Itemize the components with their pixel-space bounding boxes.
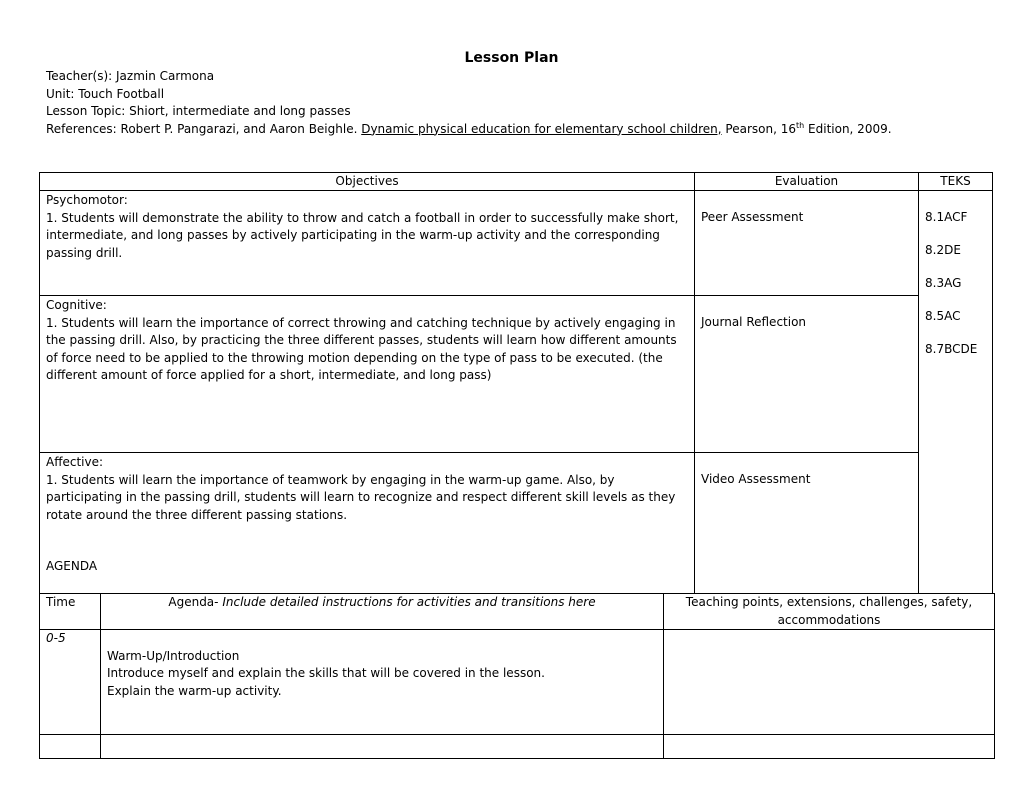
teks-item: 8.5AC [925,309,961,323]
agenda-column-header [101,594,664,630]
teaching-points-header-line: accommodations [777,612,881,627]
agenda-activity-line: Introduce myself and explain the skills that will be covered in the lesson. [107,666,545,680]
objective-text: 1. Students will demonstrate the ability to throw and catch a football in order to successfully make short, intermediate, and long passes by actively participating in the warm-up activity and the corresponding passing drill. [46,210,679,260]
objective-cell [40,296,695,453]
references-suffix: Edition, 2009. [808,121,892,136]
agenda-time-cell [40,734,101,758]
objective-domain: Cognitive: [46,298,107,312]
unit-line: Unit: Touch Football [46,86,165,101]
agenda-time-cell: 0-5 [40,630,101,735]
agenda-column-label: Agenda- [168,595,219,609]
agenda-table [39,593,995,759]
objectives-header-row [40,173,993,191]
agenda-header-row [40,594,995,630]
agenda-activity-title: Warm-Up/Introduction [107,648,240,663]
teks-item: 8.3AG [925,276,962,290]
evaluation-column-header: Evaluation [695,173,919,191]
objective-cell [40,191,695,296]
references-prefix: References: Robert P. Pangarazi, and Aaron Beighle. [46,121,358,136]
teaching-points-header-line: Teaching points, extensions, challenges, safety, [685,595,973,609]
teks-item: 8.7BCDE [925,342,978,356]
references-line [46,121,996,139]
agenda-row-empty [40,734,995,758]
teacher-line: Teacher(s): Jazmin Carmona [46,69,215,83]
agenda-column-instructions: Include detailed instructions for activities and transitions here [222,595,596,609]
time-column-header: Time [40,594,101,630]
teks-column-header: TEKS [919,173,993,191]
objectives-table [39,172,993,594]
objective-text: 1. Students will learn the importance of correct throwing and catching technique by actively engaging in the passing drill. Also, by practicing the three different passes, students will learn how different amounts of force need to be applied to the throwing motion depending on the type of pass to be executed. (the different amount of force applied for a short, intermediate, and long pass) [46,315,677,382]
agenda-teaching-cell [664,734,995,758]
references-book-title: Dynamic physical education for elementary school children, [361,121,722,136]
references-publisher: Pearson, 16 [725,121,796,136]
teks-item: 8.2DE [925,243,961,257]
agenda-heading: AGENDA [46,559,98,573]
page-title: Lesson Plan [464,50,559,66]
objective-row-psychomotor [40,191,993,296]
agenda-activity-line: Explain the warm-up activity. [107,683,282,698]
objective-cell [40,453,695,594]
agenda-teaching-cell [664,630,995,735]
teks-item: 8.1ACF [925,210,968,224]
teks-cell [919,191,993,594]
evaluation-cell: Video Assessment [695,453,919,594]
evaluation-cell: Journal Reflection [695,296,919,453]
teaching-points-column-header [664,594,995,630]
evaluation-cell: Peer Assessment [695,191,919,296]
lesson-header [46,68,996,138]
objective-row-affective [40,453,993,594]
agenda-row [40,630,995,735]
agenda-activity-cell [101,630,664,735]
objective-row-cognitive [40,296,993,453]
topic-line: Lesson Topic: Shiort, intermediate and long passes [46,104,351,118]
objectives-column-header: Objectives [40,173,695,191]
objective-domain: Psychomotor: [46,193,128,207]
objective-domain: Affective: [46,455,104,469]
references-superscript: th [795,120,805,130]
agenda-activity-cell [101,734,664,758]
objective-text: 1. Students will learn the importance of teamwork by engaging in the warm-up game. Also, by participating in the passing drill, students will learn to recognize and respect different skill levels as they rotate around the three different passing stations. [46,472,676,522]
